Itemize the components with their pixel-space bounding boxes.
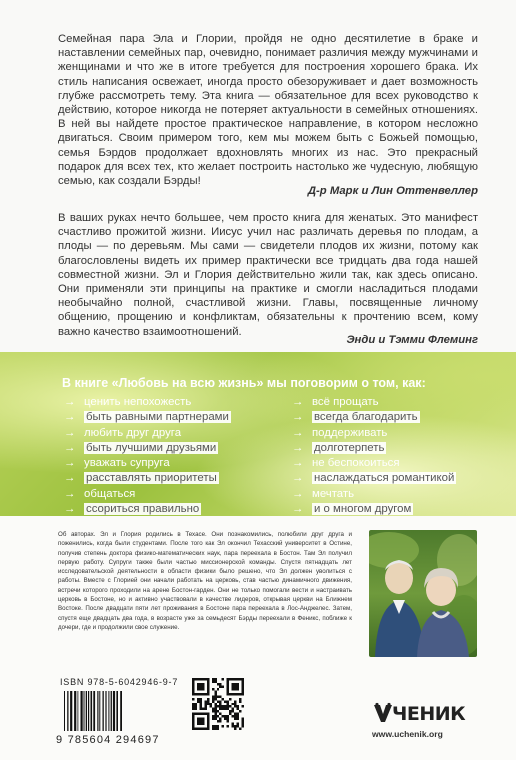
topic-label: уважать супруга bbox=[84, 457, 170, 470]
isbn-digits: 9 785604 294697 bbox=[56, 734, 160, 746]
arrow-right-icon: → bbox=[64, 472, 76, 485]
publisher-logo-icon bbox=[372, 702, 394, 724]
arrow-right-icon: → bbox=[292, 472, 304, 485]
arrow-right-icon: → bbox=[64, 503, 76, 516]
authors-section bbox=[0, 516, 516, 760]
arrow-right-icon: → bbox=[64, 487, 76, 500]
endorsement-1-signature: Д-р Марк и Лин Оттенвеллер bbox=[307, 185, 478, 197]
topic-label: не беспокоиться bbox=[312, 457, 400, 470]
topic-label: мечтать bbox=[312, 487, 355, 500]
publisher-url: www.uchenik.org bbox=[372, 729, 443, 739]
endorsements-section bbox=[0, 0, 516, 352]
topic-item bbox=[292, 410, 456, 425]
topic-item bbox=[64, 471, 231, 486]
topics-left-column bbox=[64, 395, 231, 517]
arrow-right-icon: → bbox=[292, 457, 304, 470]
publisher-name: ЧЕНИК bbox=[392, 703, 466, 725]
topic-item bbox=[64, 487, 231, 502]
arrow-right-icon: → bbox=[64, 441, 76, 454]
arrow-right-icon: → bbox=[64, 457, 76, 470]
isbn-label: ISBN 978-5-6042946-9-7 bbox=[60, 677, 179, 687]
arrow-right-icon: → bbox=[292, 426, 304, 439]
topic-item bbox=[292, 456, 456, 471]
topic-label: наслаждаться романтикой bbox=[314, 472, 455, 485]
authors-photo bbox=[369, 530, 477, 657]
arrow-right-icon: → bbox=[64, 426, 76, 439]
topic-label: поддерживать bbox=[312, 426, 388, 439]
topic-label: общаться bbox=[84, 487, 136, 500]
topic-label: ценить непохожесть bbox=[84, 396, 192, 408]
topic-label: любить друг друга bbox=[84, 426, 182, 439]
topic-label: всегда благодарить bbox=[314, 411, 418, 424]
arrow-right-icon: → bbox=[292, 396, 304, 408]
publisher-logo bbox=[372, 702, 482, 746]
topic-item bbox=[64, 441, 231, 456]
arrow-right-icon: → bbox=[292, 411, 304, 424]
endorsement-2-text: В ваших руках нечто большее, чем просто книга для женатых. Это манифест счастливо прожитой жизни. Иисус учил нас различать деревья по плодам, а плоды — по деревьям. Мы сами — свидетели плодов их жизни, потому как благословлены видеть их пример практически все тридцать два года нашей совместной жизни. Эл и Глория действительно жили так, как здесь описано. Они применяли эти принципы на практике и смогли насладиться плодами необычайно полной, счастливой жизни. Главы, посвященные личному общению, прощению и конфликтам, обязательны к прочтению всем, кому важно качество взаимоотношений. bbox=[58, 212, 478, 338]
topic-item bbox=[64, 395, 231, 410]
topic-item bbox=[64, 426, 231, 441]
topic-item bbox=[292, 441, 456, 456]
topic-item bbox=[292, 395, 456, 410]
arrow-right-icon: → bbox=[292, 503, 304, 516]
arrow-right-icon: → bbox=[292, 441, 304, 454]
about-authors-text: Об авторах. Эл и Глория родились в Техасе. Они познакомились, полюбили друг друга и поженились, когда были студентами. После того как Эл окончил Техасский университет в Остине, получив степень доктора физико-математических наук, пара переехала в Бостон. Там Эл получил первую работу. Супруги также были частью миссионерской команды. Спустя пятнадцать лет исследовательской деятельности в области физики было решено, что Эл должен уволиться с работы. Вместе с Глорией они начали работать на церковь, став частью динамичного движения, встречи которого проходили на арене Бостон-гарден. Они не только помогали вести и настраивать церковь в Бостоне, но и активно участвовали в качестве лидеров, открывая церкви на Ближнем Востоке. После двадцати пяти лет проживания в Бостоне пара переехала в Лос-Анджелес. Затем, спустя еще двадцать два года, в возрасте уже за семьдесят Бэрды переехали в Феникс, поближе к дочери, где и продолжили свое служение. bbox=[58, 531, 352, 631]
topics-title: В книге «Любовь на всю жизнь» мы поговорим о том, как: bbox=[62, 376, 426, 390]
arrow-right-icon: → bbox=[64, 396, 76, 408]
topics-band bbox=[0, 352, 516, 516]
topic-item bbox=[64, 456, 231, 471]
topic-label: расставлять приоритеты bbox=[86, 472, 217, 485]
arrow-right-icon: → bbox=[64, 411, 76, 424]
topic-item bbox=[292, 426, 456, 441]
topic-label: ссориться правильно bbox=[86, 503, 200, 516]
topic-label: и о многом другом bbox=[314, 503, 412, 516]
endorsement-1-text: Семейная пара Эла и Глории, пройдя не одно десятилетие в браке и наставлении семейных пар, очевидно, понимает различия между мужчинами и женщинами и что же в итоге требуется для построения хорошего брака. Их стиль написания освежает, иногда просто обезоруживает и дает возможность глубже рассмотреть тему. Эта книга — обязательное для всех руководство к действию, которое никогда не потеряет актуальности в семейных отношениях. В ней вы найдете простое практическое направление, в котором несложно двигаться. Своим примером того, кем мы можем быть с Божьей помощью, семья Бэрдов продолжает вдохновлять многих из нас. Это прекрасный подарок для всех тех, кто желает построить настолько же чудесную, любящую семью, как создали Бэрды! bbox=[58, 33, 478, 188]
topic-label: долготерпеть bbox=[314, 441, 385, 454]
topic-label: быть лучшими друзьями bbox=[86, 441, 217, 454]
topic-item bbox=[64, 410, 231, 425]
isbn-barcode bbox=[62, 691, 178, 731]
topics-right-column bbox=[292, 395, 456, 517]
topic-label: быть равными партнерами bbox=[86, 411, 229, 424]
endorsement-2-signature: Энди и Тэмми Флеминг bbox=[346, 334, 478, 346]
topic-item bbox=[292, 487, 456, 502]
topic-label: всё прощать bbox=[312, 396, 379, 408]
arrow-right-icon: → bbox=[292, 487, 304, 500]
topic-item bbox=[292, 471, 456, 486]
qr-code bbox=[192, 678, 244, 730]
